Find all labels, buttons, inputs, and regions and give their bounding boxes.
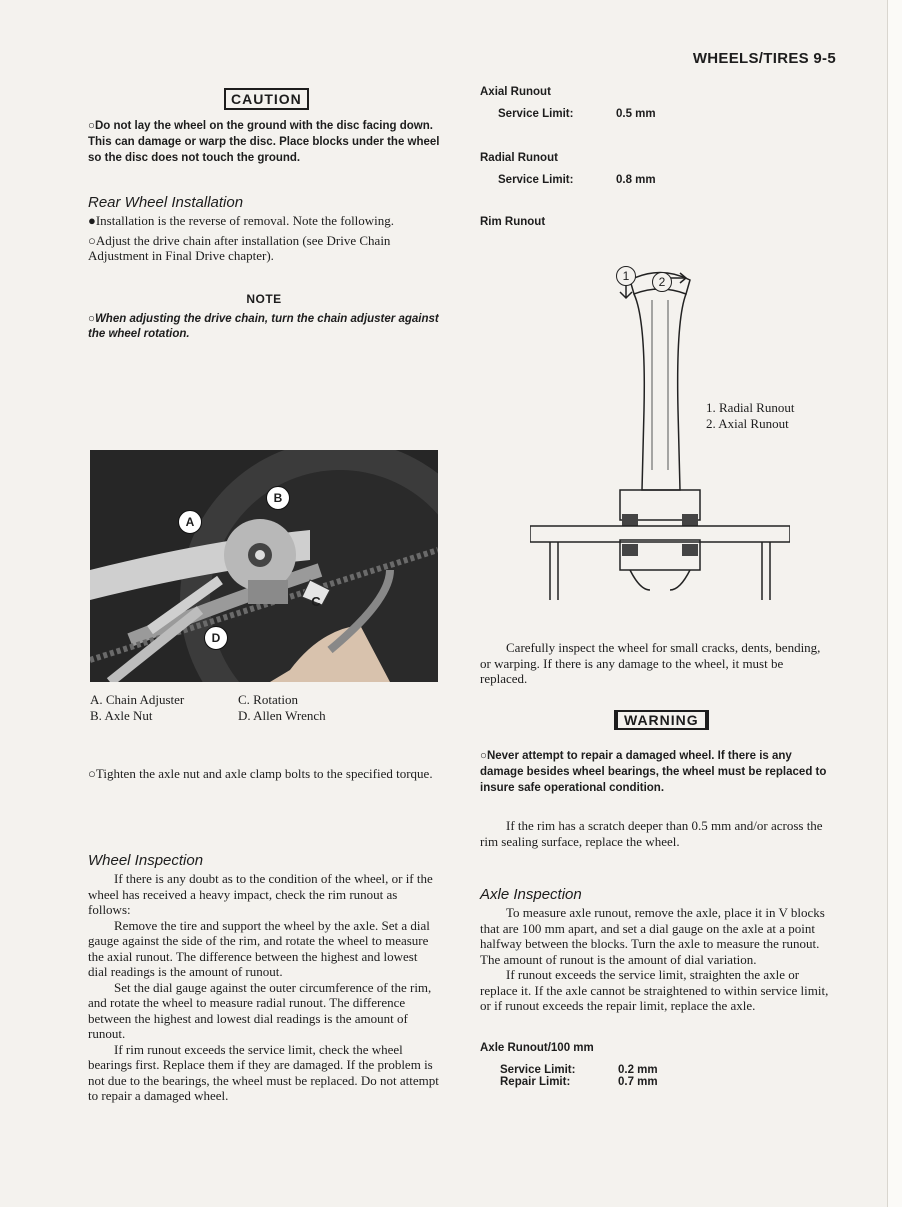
diagram-legend-2: 2. Axial Runout — [706, 416, 789, 431]
diagram-callout-1: 1 — [616, 266, 636, 286]
axial-service-value: 0.5 mm — [616, 108, 656, 120]
axle-para-2: If runout exceeds the service limit, straighten the axle or replace it. If the axle cannot be straightened to within service limit, or if runout exceeds the repair limit, replace the axle. — [480, 967, 829, 1013]
diagram-callout-2: 2 — [652, 272, 672, 292]
axle-inspection-section — [480, 866, 835, 1088]
radial-service-row — [498, 174, 835, 186]
axle-service-row — [500, 1064, 835, 1076]
chain-adjuster-photo — [90, 450, 438, 682]
axial-service-label: Service Limit: — [498, 108, 574, 120]
scratch-text: If the rim has a scratch deeper than 0.5 mm and/or across the rim sealing surface, replace the wheel. — [480, 818, 823, 849]
wheel-inspection-section — [88, 836, 440, 1104]
note-label: NOTE — [246, 291, 282, 306]
axle-para-1: To measure axle runout, remove the axle, place it in V blocks that are 100 mm apart, and set a dial gauge on the axle at a point halfway between the blocks. Turn the axle to measure the runout. The amount of runout is the amount of dial variation. — [480, 905, 825, 967]
warning-label: WARNING — [614, 710, 709, 730]
photo-label-b: B — [266, 486, 290, 510]
caution-text: ○Do not lay the wheel on the ground with the disc facing down. This can damage or warp the disc. Place blocks under the wheel so the disc does not touch the ground. — [88, 120, 440, 164]
radial-runout-title: Radial Runout — [480, 152, 558, 164]
photo-label-c: C — [311, 594, 321, 609]
caption-b: B. Axle Nut — [90, 708, 153, 723]
photo-label-d: D — [204, 626, 228, 650]
inspection-para-2: Remove the tire and support the wheel by the axle. Set a dial gauge against the side of the rim, and rotate the wheel to measure the axial runout. The difference between the highest and lowest dial readings is the amount of runout. — [88, 917, 430, 979]
axle-repair-label: Repair Limit: — [500, 1075, 571, 1088]
radial-service-value: 0.8 mm — [616, 174, 656, 186]
axle-repair-value: 0.7 mm — [618, 1075, 658, 1088]
rim-runout-diagram — [530, 260, 790, 620]
caption-c: C. Rotation — [238, 692, 298, 707]
page-header: WHEELS/TIRES 9-5 — [692, 50, 836, 67]
inspection-para-4: If rim runout exceeds the service limit, check the wheel bearings first. Replace them if they are damaged. If the problem is not due to the bearings, the wheel must be replaced. Do not attempt to repair a damaged wheel. — [88, 1041, 439, 1103]
photo-illustration — [90, 450, 438, 682]
inspection-para-3: Set the dial gauge against the outer circumference of the rim, and rotate the wheel to measure radial runout. The difference between the highest and lowest dial readings is the amount of runout. — [88, 979, 432, 1041]
caption-d: D. Allen Wrench — [238, 708, 326, 723]
inspection-para-1: If there is any doubt as to the condition of the wheel, or if the wheel has received a heavy impact, check the rim runout as follows: — [88, 871, 433, 917]
axle-service-label: Service Limit: — [500, 1063, 576, 1076]
tighten-instruction: ○Tighten the axle nut and axle clamp bolts to the specified torque. — [88, 766, 433, 781]
photo-label-a: A — [178, 510, 202, 534]
axle-runout-title: Axle Runout/100 mm — [480, 1041, 594, 1054]
wheel-inspection-title: Wheel Inspection — [88, 852, 204, 869]
diagram-legend-1: 1. Radial Runout — [706, 400, 795, 415]
axial-runout-title: Axial Runout — [480, 86, 551, 98]
axial-service-row — [498, 108, 835, 120]
caption-a: A. Chain Adjuster — [90, 692, 185, 707]
rear-install-step1: ●Installation is the reverse of removal. Note the following. — [88, 213, 395, 228]
axle-inspection-title: Axle Inspection — [480, 886, 582, 903]
rear-install-step2: ○Adjust the drive chain after installation (see Drive Chain Adjustment in Final Drive chapter). — [88, 232, 391, 263]
left-column — [88, 80, 440, 342]
rim-runout-title: Rim Runout — [480, 216, 546, 228]
axle-service-value: 0.2 mm — [618, 1063, 658, 1076]
warning-text: ○Never attempt to repair a damaged wheel. If there is any damage besides wheel bearings, the wheel must be replaced to insure safe operational condition. — [480, 750, 827, 794]
caution-label: CAUTION — [224, 88, 309, 110]
page-edge — [887, 0, 902, 1207]
rear-install-title: Rear Wheel Installation — [88, 194, 244, 211]
radial-service-label: Service Limit: — [498, 174, 574, 186]
note-text: ○When adjusting the drive chain, turn the chain adjuster against the wheel rotation. — [88, 312, 439, 340]
axle-repair-row — [500, 1076, 835, 1088]
careful-inspect-text: Carefully inspect the wheel for small cracks, dents, bending, or warping. If there is any damage to the wheel, it must be replaced. — [480, 640, 821, 686]
right-column — [480, 80, 835, 228]
